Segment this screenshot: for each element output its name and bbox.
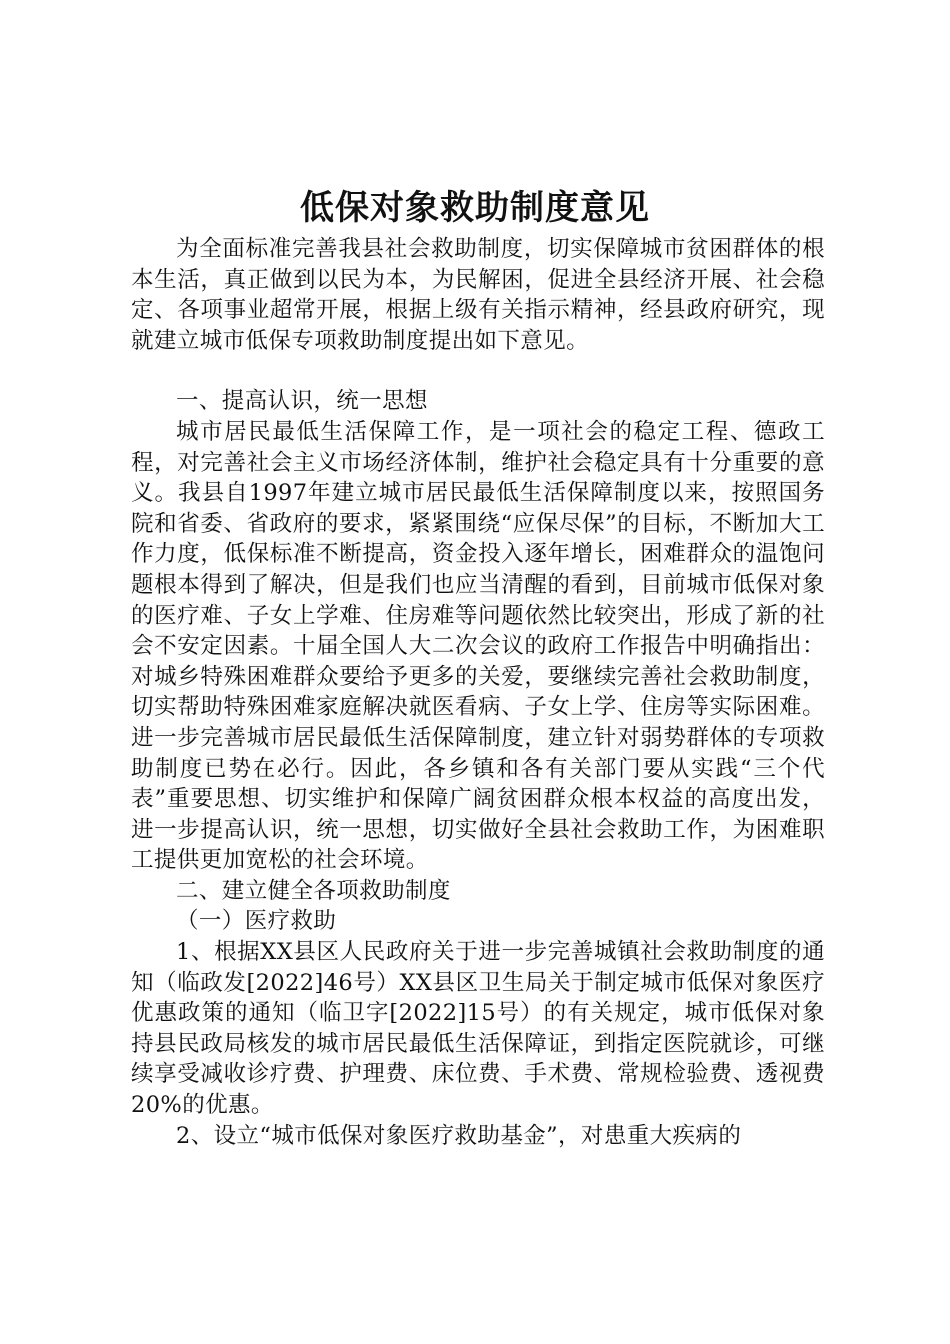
section-heading-2: 二、建立健全各项救助制度 (176, 877, 451, 904)
document-title: 低保对象救助制度意见 (300, 188, 650, 228)
document-body (131, 234, 825, 1151)
section-heading-1: 一、提高认识，统一思想 (176, 388, 428, 415)
medical-paragraph-2: 2、设立“城市低保对象医疗救助基金”，对患重大疾病的 (176, 1122, 742, 1149)
intro-paragraph: 为全面标准完善我县社会救助制度，切实保障城市贫困群体的根本生活，真正做到以民为本，为民解困，促进全县经济开展、社会稳定、各项事业超常开展，根据上级有关指示精神，经县政府研究，现就建立城市低保专项救助制度提出如下意见。 (131, 236, 825, 354)
medical-paragraph-1: 1、根据XX县区人民政府关于进一步完善城镇社会救助制度的通知（临政发[2022]46号）XX县区卫生局关于制定城市低保对象医疗优惠政策的通知（临卫字[2022]15号）的有关规定，城市低保对象持县民政局核发的城市居民最低生活保障证，到指定医院就诊，可继续享受减收诊疗费、护理费、床位费、手术费、常规检验费、透视费20%的优惠。 (131, 939, 825, 1119)
section-1-paragraph: 城市居民最低生活保障工作，是一项社会的稳定工程、德政工程，对完善社会主义市场经济体制，维护社会稳定具有十分重要的意义。我县自1997年建立城市居民最低生活保障制度以来，按照国务院和省委、省政府的要求，紧紧围绕“应保尽保”的目标，不断加大工作力度，低保标准不断提高，资金投入逐年增长，困难群众的温饱问题根本得到了解决，但是我们也应当清醒的看到，目前城市低保对象的医疗难、子女上学难、住房难等问题依然比较突出，形成了新的社会不安定因素。十届全国人大二次会议的政府工作报告中明确指出：对城乡特殊困难群众要给予更多的关爱，要继续完善社会救助制度，切实帮助特殊困难家庭解决就医看病、子女上学、住房等实际困难。进一步完善城市居民最低生活保障制度，建立针对弱势群体的专项救助制度已势在必行。因此，各乡镇和各有关部门要从实践“三个代表”重要思想、切实维护和保障广阔贫困群众根本权益的高度出发，进一步提高认识，统一思想，切实做好全县社会救助工作，为困难职工提供更加宽松的社会环境。 (131, 418, 825, 874)
subsection-heading-medical: （一）医疗救助 (176, 908, 337, 935)
